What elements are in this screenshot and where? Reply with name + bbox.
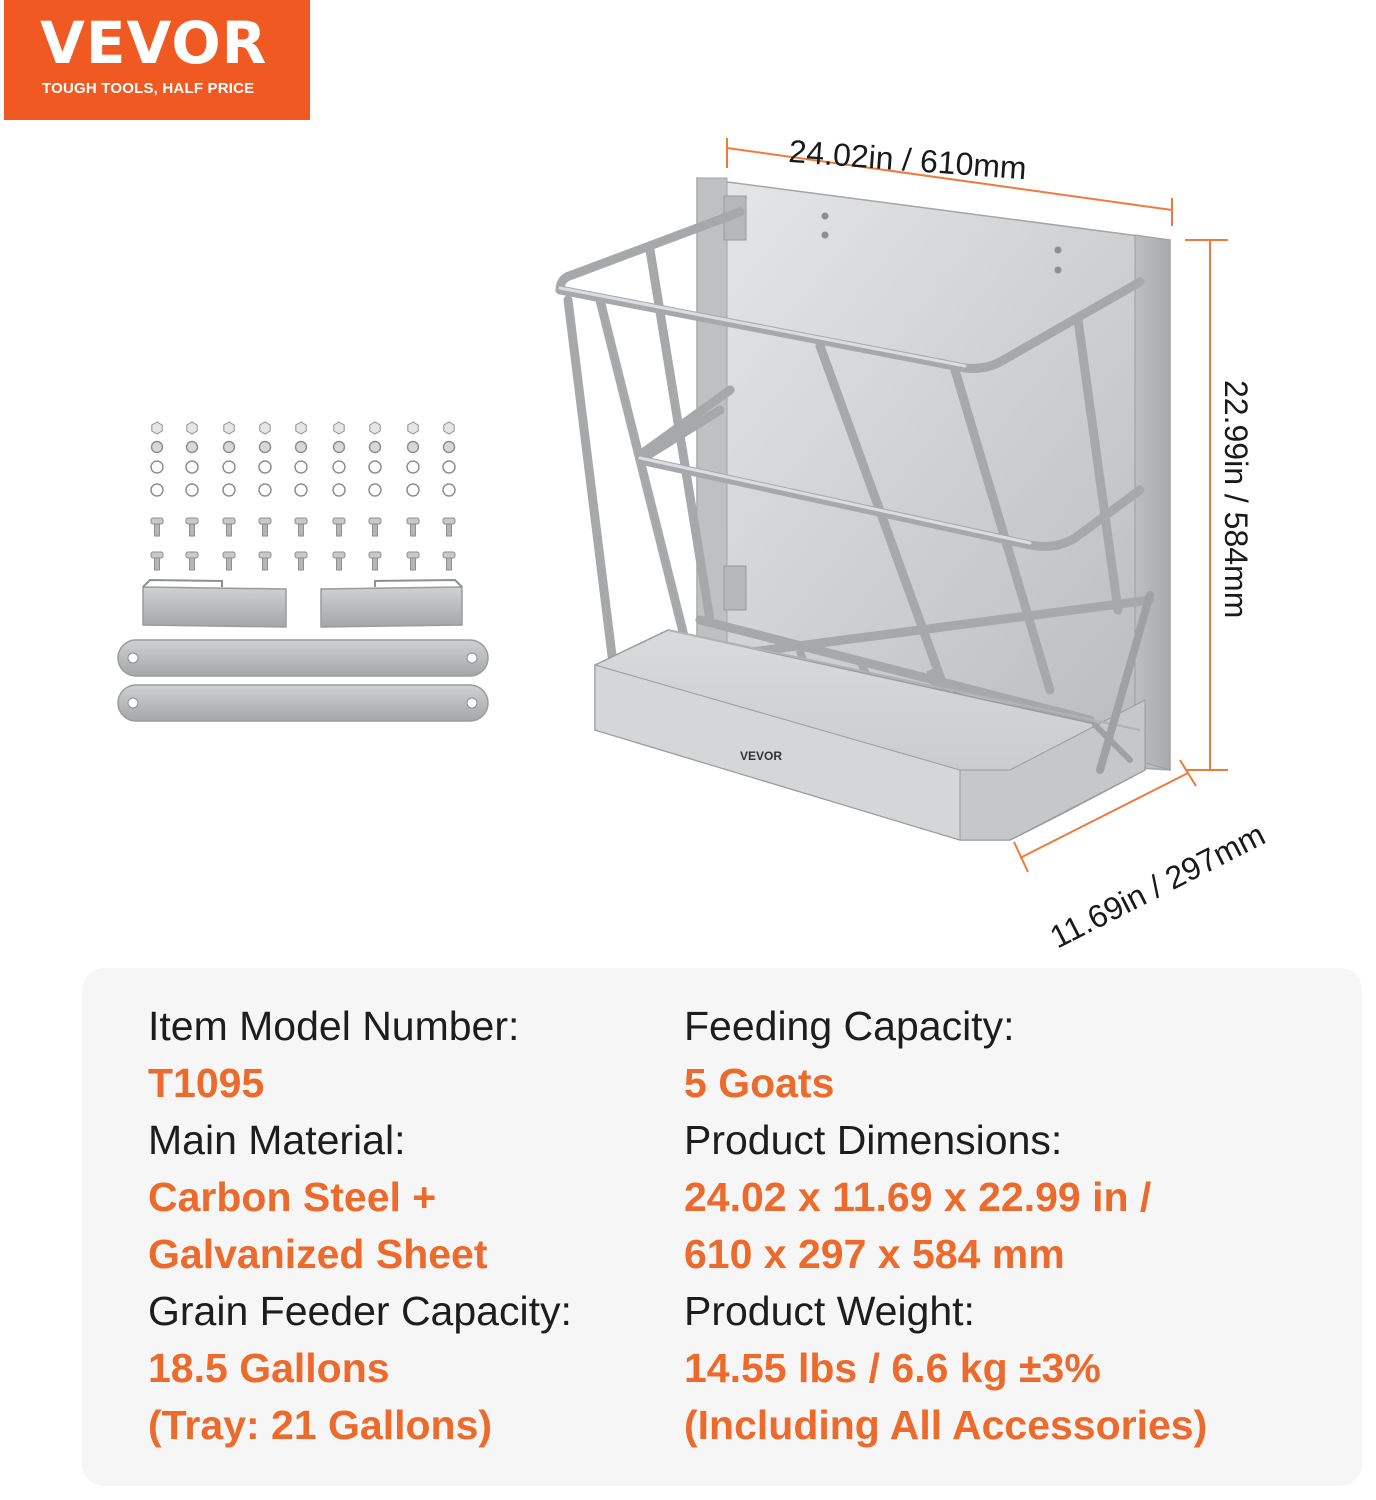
spec-value: 5 Goats <box>684 1060 835 1106</box>
bolt-shank <box>337 524 342 536</box>
bolt-icon <box>369 518 381 524</box>
bracket-right <box>321 580 462 627</box>
washer-icon <box>186 484 198 496</box>
nut-icon <box>444 422 454 434</box>
hardware-column <box>259 422 271 570</box>
spec-label: Product Dimensions: <box>684 1117 1063 1163</box>
nut-icon <box>296 422 306 434</box>
spec-product-dimensions <box>684 1112 1151 1283</box>
washer-icon <box>151 484 163 496</box>
spec-value: Carbon Steel + <box>148 1174 437 1220</box>
bolt-icon <box>223 518 235 524</box>
washer-icon <box>296 442 307 453</box>
washer-icon <box>334 442 345 453</box>
bolt-icon <box>259 552 271 558</box>
spec-value: 24.02 x 11.69 x 22.99 in / <box>684 1174 1152 1220</box>
washer-icon <box>224 442 235 453</box>
washer-icon <box>223 461 235 473</box>
bolt-shank <box>155 524 160 536</box>
bolt-shank <box>373 524 378 536</box>
spec-product-weight <box>684 1283 1207 1454</box>
bolt-icon <box>443 518 455 524</box>
nut-icon <box>260 422 270 434</box>
bolt-icon <box>407 552 419 558</box>
washer-icon <box>369 461 381 473</box>
bolt-shank <box>411 524 416 536</box>
spec-label: Grain Feeder Capacity: <box>148 1288 572 1334</box>
hardware-column <box>223 422 235 570</box>
width-dimension-label: 24.02in / 610mm <box>787 133 1028 187</box>
hardware-column <box>407 422 419 570</box>
nut-icon <box>152 422 162 434</box>
bolt-shank <box>263 524 268 536</box>
bolt-icon <box>186 552 198 558</box>
washer-icon <box>186 461 198 473</box>
spec-label: Feeding Capacity: <box>684 1003 1015 1049</box>
bolt-icon <box>333 552 345 558</box>
bolt-icon <box>369 552 381 558</box>
bolt-shank <box>227 524 232 536</box>
washer-icon <box>259 484 271 496</box>
feeder <box>560 178 1170 840</box>
spec-label: Product Weight: <box>684 1288 975 1334</box>
washer-icon <box>295 461 307 473</box>
spec-value: (Tray: 21 Gallons) <box>148 1402 493 1448</box>
bolt-shank <box>299 524 304 536</box>
spec-value: 18.5 Gallons <box>148 1345 390 1391</box>
hardware-column <box>333 422 345 570</box>
spec-main-material <box>148 1112 488 1283</box>
bolt-shank <box>373 558 378 570</box>
washer-icon <box>369 484 381 496</box>
washer-icon <box>223 484 235 496</box>
bolt-shank <box>337 558 342 570</box>
bolt-shank <box>155 558 160 570</box>
bolt-shank <box>263 558 268 570</box>
washer-icon <box>260 442 271 453</box>
bolt-shank <box>447 558 452 570</box>
bolt-icon <box>186 518 198 524</box>
bolt-shank <box>299 558 304 570</box>
bolt-icon <box>151 552 163 558</box>
nut-icon <box>408 422 418 434</box>
bolt-shank <box>190 524 195 536</box>
washer-icon <box>408 442 419 453</box>
mounting-strap-top <box>118 640 488 676</box>
mounting-strap-bottom <box>118 685 488 721</box>
bolt-icon <box>295 552 307 558</box>
spec-feeding-capacity <box>684 998 1014 1112</box>
washer-icon <box>333 461 345 473</box>
spec-label: Main Material: <box>148 1117 406 1163</box>
hardware-column <box>186 422 198 570</box>
washer-icon <box>187 442 198 453</box>
spec-grain-capacity <box>148 1283 572 1454</box>
nut-icon <box>370 422 380 434</box>
bolt-icon <box>333 518 345 524</box>
washer-icon <box>370 442 381 453</box>
nut-icon <box>224 422 234 434</box>
spec-value: 610 x 297 x 584 mm <box>684 1231 1065 1277</box>
washer-icon <box>444 442 455 453</box>
washer-icon <box>443 461 455 473</box>
bolt-icon <box>407 518 419 524</box>
hardware-column <box>369 422 381 570</box>
bolt-icon <box>151 518 163 524</box>
bolt-shank <box>447 524 452 536</box>
height-dimension-label: 22.99in / 584mm <box>1218 380 1254 619</box>
hardware-column <box>443 422 455 570</box>
washer-icon <box>443 484 455 496</box>
bolt-icon <box>259 518 271 524</box>
washer-icon <box>295 484 307 496</box>
spec-label: Item Model Number: <box>148 1003 520 1049</box>
washer-icon <box>151 461 163 473</box>
spec-value: (Including All Accessories) <box>684 1402 1208 1448</box>
washer-icon <box>333 484 345 496</box>
hardware-kit <box>151 422 455 570</box>
washer-icon <box>407 484 419 496</box>
washer-icon <box>259 461 271 473</box>
spec-value: T1095 <box>148 1060 265 1106</box>
bolt-shank <box>227 558 232 570</box>
bolt-icon <box>295 518 307 524</box>
depth-dimension-label: 11.69in / 297mm <box>1044 816 1271 956</box>
hardware-column <box>151 422 163 570</box>
bolt-icon <box>443 552 455 558</box>
spec-value: 14.55 lbs / 6.6 kg ±3% <box>684 1345 1101 1391</box>
nut-icon <box>187 422 197 434</box>
spec-model-number <box>148 998 519 1112</box>
bolt-icon <box>223 552 235 558</box>
logo-tagline: TOUGH TOOLS, HALF PRICE <box>42 80 255 97</box>
washer-icon <box>152 442 163 453</box>
bolt-shank <box>190 558 195 570</box>
tray-brand-label: VEVOR <box>740 749 783 763</box>
bolt-shank <box>411 558 416 570</box>
bracket-left <box>143 580 286 627</box>
hardware-column <box>295 422 307 570</box>
nut-icon <box>334 422 344 434</box>
spec-value: Galvanized Sheet <box>148 1231 488 1277</box>
washer-icon <box>407 461 419 473</box>
logo-brand: VEVOR <box>40 9 268 77</box>
